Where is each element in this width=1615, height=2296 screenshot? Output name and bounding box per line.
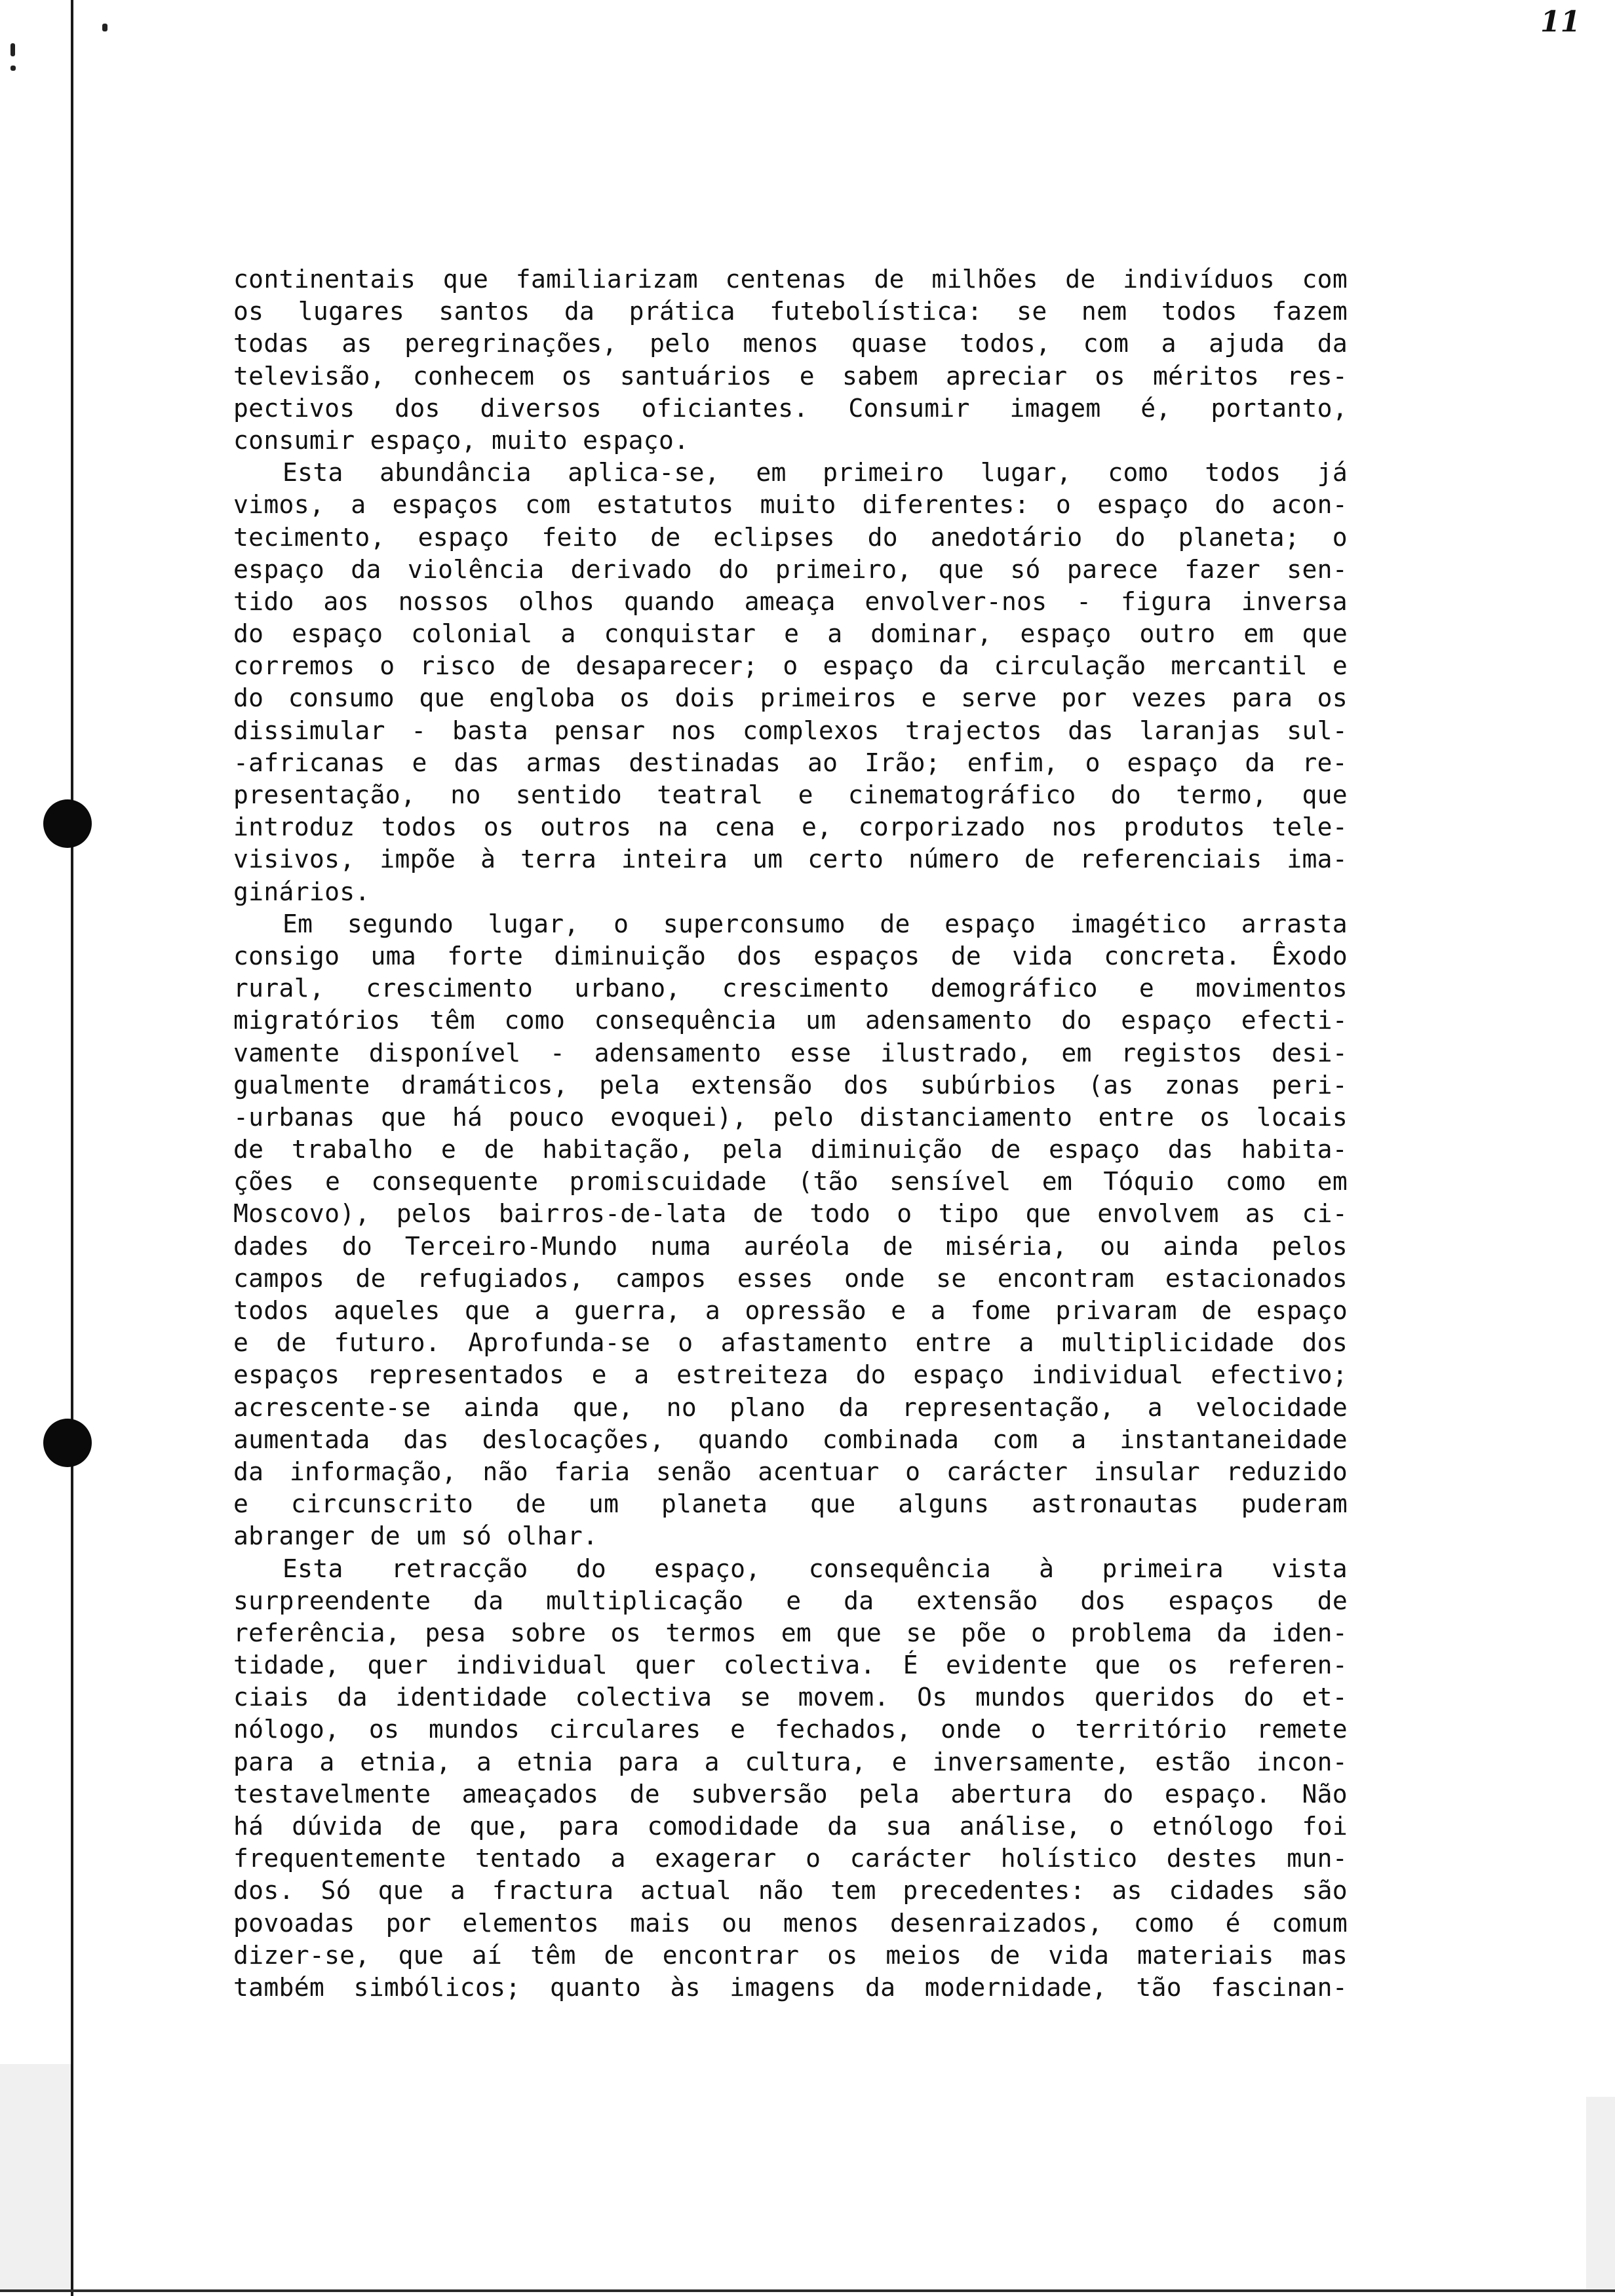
text-line: espaços representados e a estreiteza do espaço individual efectivo; bbox=[233, 1360, 1348, 1390]
scan-noise-right bbox=[1586, 2097, 1615, 2289]
text-line: aumentada das deslocações, quando combinada com a instantaneidade bbox=[233, 1425, 1348, 1454]
text-line: referência, pesa sobre os termos em que se põe o problema da iden- bbox=[233, 1618, 1348, 1647]
text-line: tido aos nossos olhos quando ameaça envolver-nos - figura inversa bbox=[233, 586, 1348, 616]
text-line: introduz todos os outros na cena e, corporizado nos produtos tele- bbox=[233, 813, 1348, 842]
text-line: corremos o risco de desaparecer; o espaço da circulação mercantil e bbox=[233, 651, 1348, 681]
text-line: testavelmente ameaçados de subversão pela abertura do espaço. Não bbox=[233, 1779, 1348, 1808]
text-line: e circunscrito de um planeta que alguns astronautas puderam bbox=[233, 1489, 1348, 1519]
text-line: rural, crescimento urbano, crescimento demográfico e movimentos bbox=[233, 974, 1348, 1003]
text-line: migratórios têm como consequência um adensamento do espaço efecti- bbox=[233, 1006, 1348, 1035]
text-line: continentais que familiarizam centenas de milhões de indivíduos com bbox=[233, 265, 1348, 294]
binder-hole-lower bbox=[43, 1419, 92, 1467]
text-line: ciais da identidade colectiva se movem. Os mundos queridos do et- bbox=[233, 1683, 1348, 1712]
text-line: consumir espaço, muito espaço. bbox=[233, 425, 690, 455]
text-line: ginários. bbox=[233, 877, 370, 906]
text-line: acrescente-se ainda que, no plano da representação, a velocidade bbox=[233, 1392, 1348, 1422]
text-line: visivos, impõe à terra inteira um certo número de referenciais ima- bbox=[233, 845, 1348, 874]
text-line: do espaço colonial a conquistar e a dominar, espaço outro em que bbox=[233, 619, 1348, 649]
paragraph-start-line: Em segundo lugar, o superconsumo de espaço imagético arrasta bbox=[282, 909, 1348, 938]
text-line: pectivos dos diversos oficiantes. Consumir imagem é, portanto, bbox=[233, 393, 1348, 423]
text-line: e de futuro. Aprofunda-se o afastamento entre a multiplicidade dos bbox=[233, 1328, 1348, 1358]
text-line: presentação, no sentido teatral e cinematográfico do termo, que bbox=[233, 780, 1348, 809]
text-line: -africanas e das armas destinadas ao Irão; enfim, o espaço da re- bbox=[233, 748, 1348, 777]
text-line: povoadas por elementos mais ou menos desenraizados, como é comum bbox=[233, 1908, 1348, 1938]
text-line: todos aqueles que a guerra, a opressão e a fome privaram de espaço bbox=[233, 1296, 1348, 1325]
scan-speck bbox=[10, 43, 15, 56]
text-line: espaço da violência derivado do primeiro, que só parece fazer sen- bbox=[233, 554, 1348, 584]
binder-hole-upper bbox=[43, 799, 92, 848]
scan-speck bbox=[10, 66, 16, 71]
text-line: abranger de um só olhar. bbox=[233, 1521, 598, 1551]
text-line: dades do Terceiro-Mundo numa auréola de miséria, ou ainda pelos bbox=[233, 1231, 1348, 1261]
text-line: para a etnia, a etnia para a cultura, e inversamente, estão incon- bbox=[233, 1747, 1348, 1776]
text-line: ções e consequente promiscuidade (tão sensível em Tóquio como em bbox=[233, 1167, 1348, 1196]
scan-noise-left bbox=[0, 2064, 72, 2289]
text-line: todas as peregrinações, pelo menos quase todos, com a ajuda da bbox=[233, 329, 1348, 358]
text-line: vamente disponível - adensamento esse ilustrado, em registos desi- bbox=[233, 1038, 1348, 1067]
text-line: há dúvida de que, para comodidade da sua análise, o etnólogo foi bbox=[233, 1812, 1348, 1841]
text-line: -urbanas que há pouco evoquei), pelo distanciamento entre os locais bbox=[233, 1102, 1348, 1132]
left-margin-rule bbox=[71, 0, 73, 2296]
text-line: campos de refugiados, campos esses onde se encontram estacionados bbox=[233, 1263, 1348, 1293]
text-line: gualmente dramáticos, pela extensão dos subúrbios (as zonas peri- bbox=[233, 1070, 1348, 1100]
body-text bbox=[233, 263, 1348, 2004]
text-line: tecimento, espaço feito de eclipses do anedotário do planeta; o bbox=[233, 522, 1348, 552]
text-line: nólogo, os mundos circulares e fechados, onde o território remete bbox=[233, 1715, 1348, 1744]
paragraph-start-line: Esta abundância aplica-se, em primeiro lugar, como todos já bbox=[282, 458, 1348, 488]
page-number: 11 bbox=[1540, 5, 1581, 39]
text-line: frequentemente tentado a exagerar o carácter holístico destes mun- bbox=[233, 1844, 1348, 1873]
text-line: de trabalho e de habitação, pela diminuição de espaço das habita- bbox=[233, 1135, 1348, 1164]
text-line: consigo uma forte diminuição dos espaços de vida concreta. Êxodo bbox=[233, 941, 1348, 970]
text-line: dizer-se, que aí têm de encontrar os meios de vida materiais mas bbox=[233, 1940, 1348, 1970]
text-line: do consumo que engloba os dois primeiros e serve por vezes para os bbox=[233, 683, 1348, 713]
bottom-edge-rule bbox=[0, 2289, 1615, 2292]
text-line: televisão, conhecem os santuários e sabem apreciar os méritos res- bbox=[233, 361, 1348, 391]
text-line: surpreendente da multiplicação e da extensão dos espaços de bbox=[233, 1586, 1348, 1615]
text-line: tidade, quer individual quer colectiva. É evidente que os referen- bbox=[233, 1651, 1348, 1680]
scan-speck bbox=[102, 24, 107, 31]
text-line: vimos, a espaços com estatutos muito diferentes: o espaço do acon- bbox=[233, 490, 1348, 520]
text-line: Moscovo), pelos bairros-de-lata de todo o tipo que envolvem as ci- bbox=[233, 1199, 1348, 1229]
paragraph-start-line: Esta retracção do espaço, consequência à primeira vista bbox=[282, 1554, 1348, 1583]
text-line: dissimular - basta pensar nos complexos trajectos das laranjas sul- bbox=[233, 716, 1348, 745]
text-line: também simbólicos; quanto às imagens da modernidade, tão fascinan- bbox=[233, 1972, 1348, 2002]
text-line: os lugares santos da prática futebolística: se nem todos fazem bbox=[233, 297, 1348, 326]
text-line: da informação, não faria senão acentuar o carácter insular reduzido bbox=[233, 1457, 1348, 1486]
text-line: dos. Só que a fractura actual não tem precedentes: as cidades são bbox=[233, 1876, 1348, 1905]
